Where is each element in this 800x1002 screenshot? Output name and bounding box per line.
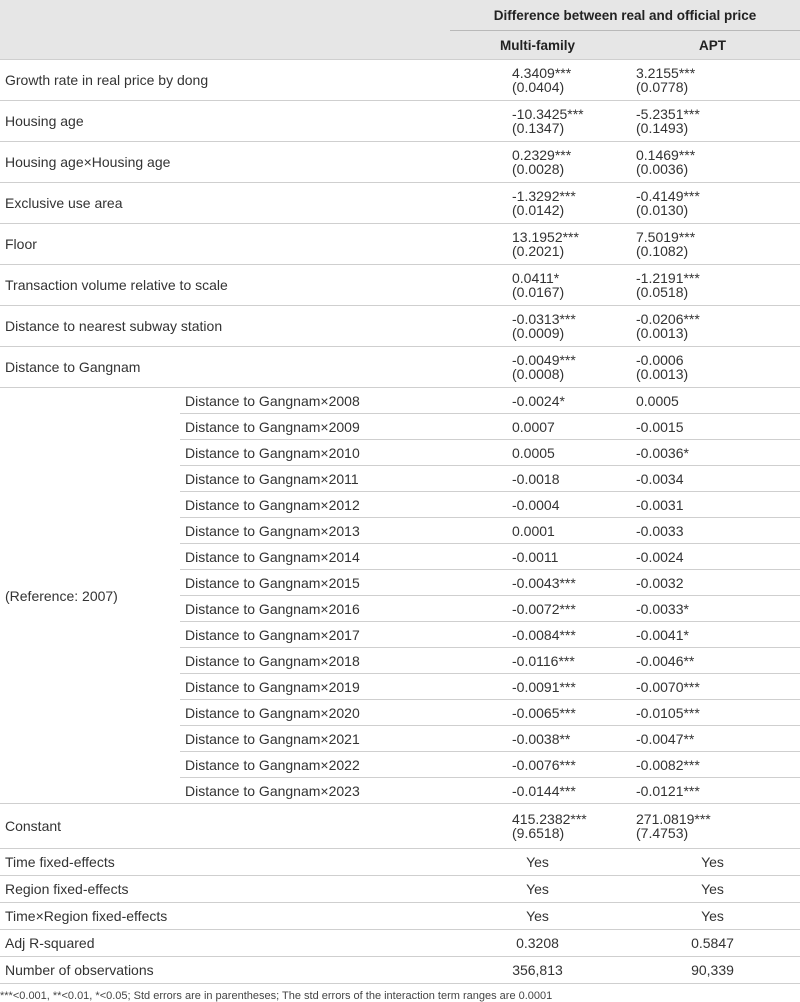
std-error: (0.2021): [512, 243, 565, 259]
row-label: Constant: [0, 804, 450, 849]
header-row-columns: [0, 31, 800, 60]
multi-family-cell: [450, 347, 625, 388]
apt-cell: Yes: [625, 903, 800, 930]
apt-cell: [625, 224, 800, 265]
std-error: (0.0778): [636, 79, 689, 95]
table-row: [0, 930, 800, 957]
apt-cell: [625, 804, 800, 849]
coef-value: -0.0049***: [512, 352, 576, 368]
std-error: (0.0008): [512, 366, 565, 382]
multi-family-cell: [450, 183, 625, 224]
coef-value: 415.2382***: [512, 811, 587, 827]
row-label: Distance to Gangnam×2015: [180, 570, 450, 596]
multi-family-cell: [450, 306, 625, 347]
apt-cell: -0.0015: [625, 414, 800, 440]
row-label: Region fixed-effects: [0, 876, 450, 903]
table-row: [0, 306, 800, 347]
apt-cell: 90,339: [625, 957, 800, 984]
row-label: Distance to Gangnam×2010: [180, 440, 450, 466]
table-row: [0, 265, 800, 306]
multi-family-cell: -0.0024*: [450, 388, 625, 414]
row-label: Distance to Gangnam: [0, 347, 450, 388]
apt-cell: -0.0034: [625, 466, 800, 492]
apt-cell: [625, 183, 800, 224]
coef-value: 271.0819***: [636, 811, 711, 827]
apt-cell: -0.0033: [625, 518, 800, 544]
coef-value: 13.1952***: [512, 229, 579, 245]
row-label: Distance to Gangnam×2008: [180, 388, 450, 414]
row-label: Distance to Gangnam×2022: [180, 752, 450, 778]
table-row: [0, 876, 800, 903]
table-row: [0, 849, 800, 876]
multi-family-cell: [450, 60, 625, 101]
row-label: Distance to Gangnam×2014: [180, 544, 450, 570]
coef-value: -1.3292***: [512, 188, 576, 204]
coef-value: 7.5019***: [636, 229, 696, 245]
header-multi-family: Multi-family: [450, 31, 625, 60]
multi-family-cell: -0.0043***: [450, 570, 625, 596]
coef-value: 0.0411*: [512, 270, 560, 286]
row-label: Number of observations: [0, 957, 450, 984]
row-label: Adj R-squared: [0, 930, 450, 957]
table-row: [0, 957, 800, 984]
row-label: Transaction volume relative to scale: [0, 265, 450, 306]
row-label: Distance to Gangnam×2021: [180, 726, 450, 752]
coef-value: -1.2191***: [636, 270, 700, 286]
apt-cell: -0.0047**: [625, 726, 800, 752]
table-row: [0, 347, 800, 388]
multi-family-cell: [450, 224, 625, 265]
row-label: Growth rate in real price by dong: [0, 60, 450, 101]
apt-cell: -0.0070***: [625, 674, 800, 700]
apt-cell: -0.0036*: [625, 440, 800, 466]
multi-family-cell: Yes: [450, 903, 625, 930]
multi-family-cell: [450, 265, 625, 306]
multi-family-cell: [450, 804, 625, 849]
std-error: (0.0009): [512, 325, 565, 341]
row-label: Housing age: [0, 101, 450, 142]
coef-value: -5.2351***: [636, 106, 700, 122]
coef-value: -0.0313***: [512, 311, 576, 327]
row-label: Distance to Gangnam×2023: [180, 778, 450, 804]
row-label: Distance to Gangnam×2017: [180, 622, 450, 648]
multi-family-cell: 356,813: [450, 957, 625, 984]
apt-cell: Yes: [625, 849, 800, 876]
apt-cell: -0.0121***: [625, 778, 800, 804]
multi-family-cell: -0.0144***: [450, 778, 625, 804]
apt-cell: 0.5847: [625, 930, 800, 957]
multi-family-cell: 0.0007: [450, 414, 625, 440]
std-error: (9.6518): [512, 825, 565, 841]
std-error: (0.0130): [636, 202, 689, 218]
apt-cell: [625, 265, 800, 306]
std-error: (0.0013): [636, 366, 689, 382]
apt-cell: -0.0031: [625, 492, 800, 518]
multi-family-cell: -0.0004: [450, 492, 625, 518]
header-apt: APT: [625, 31, 800, 60]
apt-cell: -0.0024: [625, 544, 800, 570]
row-label: Exclusive use area: [0, 183, 450, 224]
multi-family-cell: 0.0001: [450, 518, 625, 544]
multi-family-cell: 0.0005: [450, 440, 625, 466]
multi-family-cell: Yes: [450, 876, 625, 903]
row-label: Distance to nearest subway station: [0, 306, 450, 347]
header-row-group: [0, 0, 800, 31]
multi-family-cell: -0.0038**: [450, 726, 625, 752]
multi-family-cell: -0.0076***: [450, 752, 625, 778]
apt-cell: [625, 306, 800, 347]
std-error: (0.1082): [636, 243, 689, 259]
std-error: (0.0404): [512, 79, 565, 95]
header-group-title: Difference between real and official price: [450, 0, 800, 31]
row-label: Distance to Gangnam×2009: [180, 414, 450, 440]
std-error: (0.0013): [636, 325, 689, 341]
std-error: (0.0518): [636, 284, 689, 300]
apt-cell: -0.0032: [625, 570, 800, 596]
multi-family-cell: [450, 101, 625, 142]
row-label: Distance to Gangnam×2013: [180, 518, 450, 544]
multi-family-cell: -0.0072***: [450, 596, 625, 622]
std-error: (0.1493): [636, 120, 689, 136]
std-error: (0.1347): [512, 120, 565, 136]
multi-family-cell: -0.0011: [450, 544, 625, 570]
row-label: Distance to Gangnam×2012: [180, 492, 450, 518]
multi-family-cell: [450, 142, 625, 183]
std-error: (7.4753): [636, 825, 689, 841]
apt-cell: -0.0041*: [625, 622, 800, 648]
multi-family-cell: -0.0065***: [450, 700, 625, 726]
multi-family-cell: -0.0018: [450, 466, 625, 492]
table-row: [0, 804, 800, 849]
std-error: (0.0036): [636, 161, 689, 177]
table-row: [0, 183, 800, 224]
table-row: [0, 60, 800, 101]
table-row: [0, 903, 800, 930]
apt-cell: [625, 347, 800, 388]
std-error: (0.0167): [512, 284, 565, 300]
coef-value: 3.2155***: [636, 65, 696, 81]
apt-cell: [625, 60, 800, 101]
multi-family-cell: -0.0091***: [450, 674, 625, 700]
apt-cell: -0.0082***: [625, 752, 800, 778]
apt-cell: Yes: [625, 876, 800, 903]
table-row: [0, 101, 800, 142]
table-footnote: ***<0.001, **<0.01, *<0.05; Std errors are in parentheses; The std errors of the interaction term ranges are 0.0001: [0, 990, 553, 1002]
row-label: Distance to Gangnam×2011: [180, 466, 450, 492]
table-row: [0, 388, 800, 414]
reference-label: (Reference: 2007): [0, 388, 180, 804]
coef-value: -0.0206***: [636, 311, 700, 327]
row-label: Time×Region fixed-effects: [0, 903, 450, 930]
row-label: Distance to Gangnam×2018: [180, 648, 450, 674]
row-label: Time fixed-effects: [0, 849, 450, 876]
apt-cell: -0.0105***: [625, 700, 800, 726]
multi-family-cell: Yes: [450, 849, 625, 876]
multi-family-cell: -0.0084***: [450, 622, 625, 648]
coef-value: -0.0006: [636, 352, 684, 368]
table-row: [0, 224, 800, 265]
coef-value: 0.2329***: [512, 147, 572, 163]
table-row: [0, 142, 800, 183]
multi-family-cell: 0.3208: [450, 930, 625, 957]
row-label: Housing age×Housing age: [0, 142, 450, 183]
coef-value: -0.4149***: [636, 188, 700, 204]
std-error: (0.0028): [512, 161, 565, 177]
apt-cell: 0.0005: [625, 388, 800, 414]
apt-cell: [625, 101, 800, 142]
row-label: Distance to Gangnam×2020: [180, 700, 450, 726]
apt-cell: -0.0046**: [625, 648, 800, 674]
coef-value: 0.1469***: [636, 147, 696, 163]
row-label: Distance to Gangnam×2016: [180, 596, 450, 622]
row-label: Distance to Gangnam×2019: [180, 674, 450, 700]
multi-family-cell: -0.0116***: [450, 648, 625, 674]
apt-cell: [625, 142, 800, 183]
coef-value: -10.3425***: [512, 106, 584, 122]
apt-cell: -0.0033*: [625, 596, 800, 622]
row-label: Floor: [0, 224, 450, 265]
std-error: (0.0142): [512, 202, 565, 218]
coef-value: 4.3409***: [512, 65, 572, 81]
